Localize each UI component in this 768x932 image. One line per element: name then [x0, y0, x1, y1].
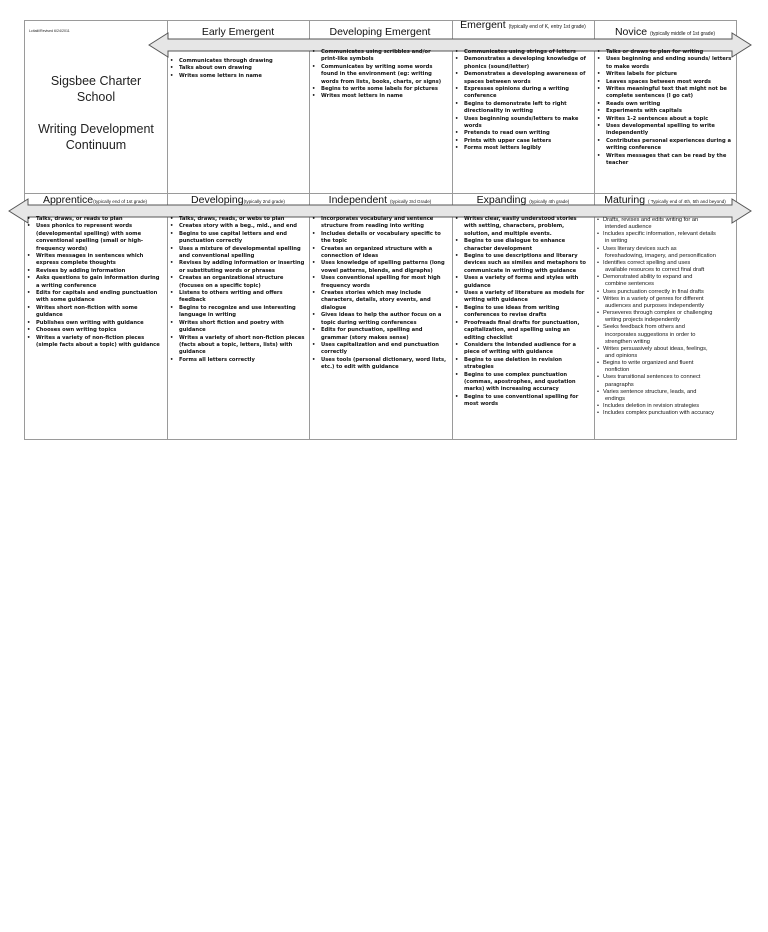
- list-item: • Begins to use dialogue to enhance character development: [452, 238, 590, 253]
- list-item: • Writes clear, easily understood stories with setting, characters, problem, solution, and multiple events.: [452, 216, 590, 238]
- list-item: • Talks, draws, reads, or webs to plan: [167, 216, 305, 223]
- stage-header-emergent: Emergent (typically end of K, entry 1st grade): [460, 19, 586, 31]
- document-title: Writing Development Continuum: [38, 122, 154, 152]
- list-item: • Uses beginning sounds/letters to make words: [452, 116, 590, 131]
- list-item: • Revises by adding information: [24, 268, 162, 275]
- list-item: • Experiments with capitals: [594, 108, 734, 115]
- list-item: • Uses a mixture of developmental spelling and conventional spelling: [167, 246, 305, 261]
- list-item: • Demonstrates a developing knowledge of phonics (sound/letter): [452, 56, 590, 71]
- novice-list: [594, 49, 734, 168]
- list-item: in writing: [605, 238, 628, 245]
- list-item: endings: [605, 395, 625, 402]
- developing-list: [167, 216, 305, 364]
- stage-header-early-emergent: Early Emergent: [201, 26, 275, 38]
- list-item: • Uses phonics to represent words (developmental spelling) with some conventional spelling (small or high-frequency words): [24, 223, 162, 253]
- list-item: • Forms all letters correctly: [167, 357, 305, 364]
- list-item: • Contributes personal experiences during a writing conference: [594, 138, 734, 153]
- list-item: • Begins to use conventional spelling for most words: [452, 394, 590, 409]
- stage-header-independent: Independent (typically 3rd Grade): [328, 194, 432, 206]
- stage-header-maturing: Maturing ( Typically end of 4th, 5th and beyond): [604, 194, 726, 206]
- list-item: • Includes complex punctuation with accuracy: [597, 410, 737, 417]
- list-item: • Writes 1-2 sentences about a topic: [594, 116, 734, 123]
- list-item: • Writes most letters in name: [309, 93, 447, 100]
- apprentice-list: [24, 216, 162, 349]
- list-item: • Edits for capitals and ending punctuation with some guidance: [24, 290, 162, 305]
- list-item: • Begins to use ideas from writing conferences to revise drafts: [452, 305, 590, 320]
- list-item: • Begins to write organized and fluent: [597, 360, 737, 367]
- list-item: • Pretends to read own writing: [452, 130, 590, 137]
- list-item: • Uses knowledge of spelling patterns (long vowel patterns, blends, and digraphs): [309, 260, 447, 275]
- list-item: • Begins to demonstrate left to right directionality in writing: [452, 101, 590, 116]
- list-item: • Uses literary devices such as: [597, 246, 737, 253]
- stage-header-developing: Developing(typically 2nd grade): [191, 194, 285, 206]
- list-item: • Communicates by writing some words found in the environment (eg: writing words from lists, books, charts, or signs): [309, 64, 447, 86]
- list-item: audiences and purposes independently: [605, 302, 704, 309]
- developing-emergent-list: [309, 49, 447, 101]
- list-item: • Writes short non-fiction with some guidance: [24, 305, 162, 320]
- maturing-list: [597, 217, 737, 417]
- list-item: • Begins to use descriptions and literary devices such as similes and metaphors to communicate in writing with guidance: [452, 253, 590, 275]
- stage-header-developing-emergent: Developing Emergent: [329, 26, 431, 38]
- list-item: • Communicates using scribbles and/or print-like symbols: [309, 49, 447, 64]
- list-item: paragraphs: [605, 381, 634, 388]
- list-item: • Writes persuasively about ideas, feelings,: [597, 346, 737, 353]
- list-item: • Writes messages in sentences which express complete thoughts: [24, 253, 162, 268]
- list-item: • Creates stories which may include characters, details, story events, and dialogue: [309, 290, 447, 312]
- list-item: • Uses a variety of forms and styles with guidance: [452, 275, 590, 290]
- list-item: intended audience: [605, 224, 652, 231]
- stage-header-apprentice: Apprentice(typically end of 1st grade): [42, 194, 148, 206]
- list-item: • Writes a variety of non-fiction pieces (simple facts about a topic) with guidance: [24, 335, 162, 350]
- expanding-list: [452, 216, 590, 409]
- list-item: • Includes deletion in revision strategies: [597, 403, 737, 410]
- list-item: and opinions: [605, 352, 638, 359]
- stage-header-novice: Novice (typically middle of 1st grade): [614, 26, 716, 38]
- list-item: • Writes labels for picture: [594, 71, 734, 78]
- list-item: • Writes in a variety of genres for different: [597, 296, 737, 303]
- list-item: • Begins to use complex punctuation (commas, apostrophes, and quotation marks) with increasing accuracy: [452, 372, 590, 394]
- list-item: • Writes meaningful text that might not be complete sentences (I go cat): [594, 86, 734, 101]
- independent-list: [309, 216, 447, 372]
- list-item: • Writes a variety of short non-fiction pieces (facts about a topic, letters, lists) with guidance: [167, 335, 305, 357]
- list-item: • Uses punctuation correctly in final drafts: [597, 289, 737, 296]
- list-item: • Gives ideas to help the author focus on a topic during writing conferences: [309, 312, 447, 327]
- revision-stamp: Lcitaiii/Revised 6/24/2011: [29, 29, 70, 33]
- list-item: • Begins to use deletion in revision strategies: [452, 357, 590, 372]
- list-item: • Edits for punctuation, spelling and grammar (story makes sense): [309, 327, 447, 342]
- stage-header-expanding: Expanding (typically 4th grade): [476, 194, 570, 206]
- early-emergent-list: [167, 58, 305, 80]
- list-item: • Uses capitalization and end punctuation correctly: [309, 342, 447, 357]
- list-item: • Creates an organized structure with a connection of ideas: [309, 246, 447, 261]
- list-item: • Perseveres through complex or challenging: [597, 310, 737, 317]
- list-item: • Reads own writing: [594, 101, 734, 108]
- list-item: • Includes details or vocabulary specific to the topic: [309, 231, 447, 246]
- list-item: • Uses beginning and ending sounds/ letters to make words: [594, 56, 734, 71]
- list-item: • Uses developmental spelling to write independently: [594, 123, 734, 138]
- list-item: • Begins to recognize and use interesting language in writing: [167, 305, 305, 320]
- list-item: • Considers the intended audience for a piece of writing with guidance: [452, 342, 590, 357]
- list-item: foreshadowing, imagery, and personification: [605, 252, 716, 259]
- list-item: • Listens to others writing and offers feedback: [167, 290, 305, 305]
- list-item: • Drafts, revises and edits writing for an: [597, 217, 737, 224]
- list-item: • Varies sentence structure, leads, and: [597, 389, 737, 396]
- list-item: • Demonstrates a developing awareness of spaces between words: [452, 71, 590, 86]
- list-item: • Includes specific information, relevant details: [597, 231, 737, 238]
- list-item: • Creates an organizational structure (focuses on a specific topic): [167, 275, 305, 290]
- list-item: • Leaves spaces between most words: [594, 79, 734, 86]
- list-item: • Writes messages that can be read by the teacher: [594, 153, 734, 168]
- list-item: • Expresses opinions during a writing conference: [452, 86, 590, 101]
- list-item: • Revises by adding information or inserting or substituting words or phrases: [167, 260, 305, 275]
- list-item: • Uses transitional sentences to connect: [597, 374, 737, 381]
- list-item: strengthen writing: [605, 338, 650, 345]
- list-item: • Begins to use capital letters and end punctuation correctly: [167, 231, 305, 246]
- list-item: • Seeks feedback from others and: [597, 324, 737, 331]
- list-item: • Forms most letters legibly: [452, 145, 590, 152]
- list-item: • Begins to write some labels for pictures: [309, 86, 447, 93]
- list-item: • Demonstrated ability to expand and: [597, 274, 737, 281]
- list-item: • Talks about own drawing: [167, 65, 305, 72]
- list-item: • Asks questions to gain information during a writing conference: [24, 275, 162, 290]
- list-item: • Incorporates vocabulary and sentence structure from reading into writing: [309, 216, 447, 231]
- list-item: • Publishes own writing with guidance: [24, 320, 162, 327]
- school-name: Sigsbee Charter School: [50, 74, 142, 104]
- list-item: • Identifies correct spelling and uses: [597, 260, 737, 267]
- list-item: writing projects independently: [605, 317, 680, 324]
- list-item: • Prints with upper case letters: [452, 138, 590, 145]
- list-item: • Proofreads final drafts for punctuation, capitalization, and spelling using an editing checklist: [452, 320, 590, 342]
- list-item: • Writes short fiction and poetry with guidance: [167, 320, 305, 335]
- list-item: • Communicates using strings of letters: [452, 49, 590, 56]
- list-item: • Writes some letters in name: [167, 73, 305, 80]
- list-item: • Chooses own writing topics: [24, 327, 162, 334]
- list-item: • Uses conventional spelling for most high frequency words: [309, 275, 447, 290]
- list-item: • Uses a variety of literature as models for writing with guidance: [452, 290, 590, 305]
- list-item: • Talks, draws, or reads to plan: [24, 216, 162, 223]
- emergent-list: [452, 49, 590, 153]
- list-item: incorporates suggestions in order to: [605, 331, 696, 338]
- list-item: • Uses tools (personal dictionary, word lists, etc.) to edit with guidance: [309, 357, 447, 372]
- list-item: • Creates story with a beg., mid., and end: [167, 223, 305, 230]
- list-item: • Talks or draws to plan for writing: [594, 49, 734, 56]
- list-item: available resources to correct final draft: [605, 267, 705, 274]
- list-item: • Communicates through drawing: [167, 58, 305, 65]
- list-item: combine sentences: [605, 281, 655, 288]
- list-item: nonfiction: [605, 367, 630, 374]
